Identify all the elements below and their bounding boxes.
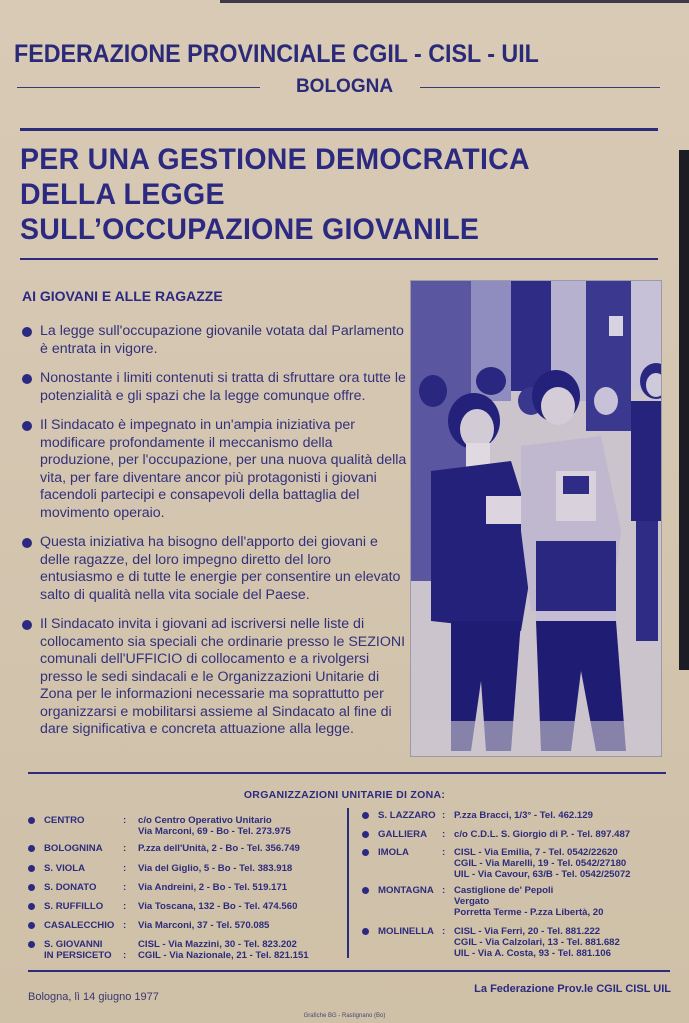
zone-name: S. LAZZARO xyxy=(378,810,436,821)
zone-address-line: CGIL - Via Nazionale, 21 - Tel. 821.151 xyxy=(138,950,309,961)
zone-address xyxy=(138,843,300,854)
zone-address-line: Via Toscana, 132 - Bo - Tel. 474.560 xyxy=(138,901,298,912)
bullet-dot-icon xyxy=(362,849,369,856)
footer-rule xyxy=(28,970,670,972)
main-title xyxy=(20,142,660,247)
zone-name: MONTAGNA xyxy=(378,885,434,896)
zone-address-line: CISL - Via Ferri, 20 - Tel. 881.222 xyxy=(454,926,601,937)
bullet-text: La legge sull'occupazione giovanile votata dal Parlamento è entrata in vigore. xyxy=(40,323,404,357)
zone-address xyxy=(454,926,620,959)
zones-title: ORGANIZZAZIONI UNITARIE DI ZONA: xyxy=(243,789,446,801)
main-title-line: SULL’OCCUPAZIONE GIOVANILE xyxy=(20,213,480,246)
title-bottom-rule xyxy=(20,258,658,260)
zone-address-line: Porretta Terme - P.zza Libertà, 20 xyxy=(454,907,604,918)
bullet-dot-icon xyxy=(28,922,35,929)
photo-illustration xyxy=(411,281,661,756)
zone-address xyxy=(454,810,593,821)
title-top-rule xyxy=(20,128,658,131)
poster-top-edge-shadow xyxy=(220,0,689,3)
bullet-dot-icon xyxy=(362,928,369,935)
zone-colon: : xyxy=(442,885,446,896)
bullet-dot-icon xyxy=(22,374,32,384)
zone-name xyxy=(44,939,112,961)
zone-name-line: S. GIOVANNI xyxy=(44,939,103,950)
zone-address xyxy=(138,863,292,874)
bullet-dot-icon xyxy=(28,817,35,824)
intro-bullet-list xyxy=(22,323,407,751)
zone-address-line: Via Marconi, 37 - Tel. 570.085 xyxy=(138,920,270,931)
zone-address-line: CISL - Via Mazzini, 30 - Tel. 823.202 xyxy=(138,939,297,950)
zone-address xyxy=(454,885,603,918)
zone-colon: : xyxy=(123,863,127,874)
zone-address-line: Via Andreini, 2 - Bo - Tel. 519.171 xyxy=(138,882,288,893)
bullet-text: Il Sindacato invita i giovani ad iscriversi nelle liste di collocamento sia speciali che ordinarie presso le SEZIONI comunali dell'UFFICIO di collocamento e a rivolgersi presso le sedi sindacali e le Organizzazioni Unitarie di Zona per le informazioni necessarie ma soprattutto per organizzarsi e mobilitarsi assieme al Sindacato al fine di dare significativa e concreta attuazione alla legge. xyxy=(40,616,406,737)
zone-address-line: c/o Centro Operativo Unitario xyxy=(138,815,272,826)
zone-colon: : xyxy=(123,920,127,931)
zone-address-line: UIL - Via Cavour, 63/B - Tel. 0542/25072 xyxy=(454,869,631,880)
zone-address xyxy=(138,882,287,893)
zone-name: S. VIOLA xyxy=(44,863,86,874)
zone-address-line: Vergato xyxy=(454,896,490,907)
bullet-text: Nonostante i limiti contenuti si tratta di sfruttare ora tutte le potenzialità e gli spazi che la legge comunque offre. xyxy=(40,370,406,404)
bullet-dot-icon xyxy=(22,421,32,431)
zones-top-rule xyxy=(28,772,666,774)
header-city: BOLOGNA xyxy=(295,76,394,97)
zone-address xyxy=(138,920,269,931)
bullet-dot-icon xyxy=(362,812,369,819)
zone-colon: : xyxy=(123,950,127,961)
bullet-dot-icon xyxy=(28,941,35,948)
bullet-dot-icon xyxy=(28,903,35,910)
bullet-item xyxy=(22,323,407,358)
zone-colon: : xyxy=(442,926,446,937)
zone-address-line: Via Marconi, 69 - Bo - Tel. 273.975 xyxy=(138,826,291,837)
zone-address-line: c/o C.D.L. S. Giorgio di P. - Tel. 897.487 xyxy=(454,829,631,840)
zone-address xyxy=(454,829,630,840)
bullet-dot-icon xyxy=(28,865,35,872)
intro-heading: AI GIOVANI E ALLE RAGAZZE xyxy=(22,288,223,304)
zone-name-line: IN PERSICETO xyxy=(44,950,112,961)
zone-name: CASALECCHIO xyxy=(44,920,115,931)
printer-credit: Grafiche BG - Rastignano (Bo) xyxy=(303,1013,386,1019)
zone-colon: : xyxy=(442,829,446,840)
zone-address xyxy=(138,901,297,912)
bullet-dot-icon xyxy=(28,884,35,891)
zone-address-line: Via del Giglio, 5 - Bo - Tel. 383.918 xyxy=(138,863,293,874)
zone-address-line: P.zza dell'Unità, 2 - Bo - Tel. 356.749 xyxy=(138,843,300,854)
bullet-item xyxy=(22,616,407,739)
poster-right-edge-shadow xyxy=(679,150,689,670)
footer-signature: La Federazione Prov.le CGIL CISL UIL xyxy=(474,983,671,995)
zone-colon: : xyxy=(123,882,127,893)
zone-address-line: Castiglione de' Pepoli xyxy=(454,885,554,896)
header-right-rule xyxy=(420,87,660,88)
zone-address xyxy=(454,847,631,880)
bullet-dot-icon xyxy=(22,620,32,630)
zone-name: S. DONATO xyxy=(44,882,97,893)
header-organization: FEDERAZIONE PROVINCIALE CGIL - CISL - UIL xyxy=(14,40,539,68)
zone-name: BOLOGNINA xyxy=(44,843,103,854)
zone-colon: : xyxy=(123,843,127,854)
zone-address-line: CGIL - Via Marelli, 19 - Tel. 0542/27180 xyxy=(454,858,627,869)
bullet-dot-icon xyxy=(22,538,32,548)
bullet-dot-icon xyxy=(362,887,369,894)
zone-address-line: CISL - Via Emilia, 7 - Tel. 0542/22620 xyxy=(454,847,618,858)
zone-address xyxy=(138,939,309,961)
zone-address xyxy=(138,815,291,837)
zone-name: S. RUFFILLO xyxy=(44,901,104,912)
zone-address-line: P.zza Bracci, 1/3° - Tel. 462.129 xyxy=(454,810,593,821)
photo-young-people-street xyxy=(410,280,662,757)
main-title-line: DELLA LEGGE xyxy=(20,178,225,211)
main-title-line: PER UNA GESTIONE DEMOCRATICA xyxy=(20,143,530,176)
bullet-dot-icon xyxy=(362,831,369,838)
zone-address-line: CGIL - Via Calzolari, 13 - Tel. 881.682 xyxy=(454,937,620,948)
bullet-dot-icon xyxy=(22,327,32,337)
zone-colon: : xyxy=(442,810,446,821)
bullet-item xyxy=(22,417,407,522)
zone-colon: : xyxy=(123,815,127,826)
bullet-item xyxy=(22,534,407,604)
zone-address-line: UIL - Via A. Costa, 93 - Tel. 881.106 xyxy=(454,948,611,959)
zone-colon: : xyxy=(442,847,446,858)
zone-colon: : xyxy=(123,901,127,912)
bullet-dot-icon xyxy=(28,845,35,852)
zone-name: GALLIERA xyxy=(378,829,428,840)
zone-name: IMOLA xyxy=(378,847,409,858)
footer-date: Bologna, lì 14 giugno 1977 xyxy=(28,991,159,1003)
zone-name: CENTRO xyxy=(44,815,85,826)
zones-column-divider xyxy=(347,808,349,958)
bullet-item xyxy=(22,370,407,405)
bullet-text: Il Sindacato è impegnato in un'ampia iniziativa per modificare profondamente il meccanismo della produzione, per l'occupazione, per una nuova qualità della vita, per fare diventare ancor più protagonisti i giovani facendoli partecipi e consapevoli della battaglia del movimento operaio. xyxy=(40,417,407,521)
zone-name: MOLINELLA xyxy=(378,926,434,937)
bullet-text: Questa iniziativa ha bisogno dell'apporto dei giovani e delle ragazze, del loro impegno diretto del loro entusiasmo e di tutte le energie per consentire un elevato salto di qualità nella vita sociale del Paese. xyxy=(40,534,401,603)
